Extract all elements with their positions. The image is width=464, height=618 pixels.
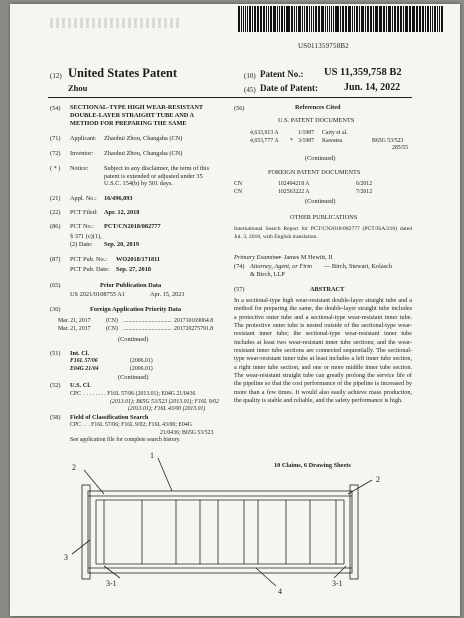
code-notice: ( * ) xyxy=(50,165,61,172)
int-cl-continued: (Continued) xyxy=(118,374,149,381)
us-ref-date-1: 1/1987 xyxy=(298,130,315,136)
priority-dots-1: ................................. xyxy=(124,318,172,324)
foreign-heading: FOREIGN PATENT DOCUMENTS xyxy=(268,169,361,176)
priority-continued: (Continued) xyxy=(118,336,149,343)
int-cl-heading: Int. Cl. xyxy=(70,350,90,357)
int-cl-2: E04G 21/04 xyxy=(70,366,99,372)
prior-pub-heading: Prior Publication Data xyxy=(100,282,162,289)
title-line-1: SECTIONAL-TYPE HIGH WEAR-RESISTANT xyxy=(70,104,204,111)
code-45: (45) xyxy=(244,86,256,94)
us-patents-heading: U.S. PATENT DOCUMENTS xyxy=(278,117,355,124)
pct-no-value: PCT/CN2018/082777 xyxy=(104,223,161,230)
code-51: (51) xyxy=(50,350,61,357)
abstract-text: In a sectional-type high wear-resistant double-layer straight tube and a method for preparing the same, the double-layer straight tube includes a protective outer tube and a sectional-type wear-resistant inner tube. The protective outer tube is nested outside of the sectional-type wear-resistant inner tube; the sectional-type wear-resistant inner tube includes at least two wear-resistant inner tube sections; and the wear-resistant inner tube sections are connected sequentially. The sectional-type wear-resistant inner tube at least includes a left inner tube section, a right inner tube section, and one or more middle inner tube section. The wear-resistant straight tube can greatly prolong the service life of the pipeline so that the cost performance of the pipeline is increased by more than a few times. It would also easily achieve mass production, the quality is stable and reliable, and the safety performance is high. xyxy=(234,297,412,405)
priority-number-2: 201720275791.8 xyxy=(174,326,214,332)
attorney-label: Attorney, Agent, or Firm xyxy=(250,263,312,270)
attorney-line-1: — Birch, Stewart, Kolasch xyxy=(324,263,393,270)
label-3-1-right: 3-1 xyxy=(332,579,343,588)
title-line-3: METHOD FOR PREPARING THE SAME xyxy=(70,120,187,127)
us-cl-heading: U.S. Cl. xyxy=(70,382,91,389)
pct-no-label: PCT No.: xyxy=(70,223,95,230)
us-ref-num-2: 4,653,777 A xyxy=(250,137,279,144)
code-58: (58) xyxy=(50,414,61,421)
inventor-value: Zhaohui Zhou, Changsha (CN) xyxy=(104,150,183,157)
us-ref-class-2: B65G 53/523 xyxy=(372,137,404,144)
code-22: (22) xyxy=(50,209,61,216)
prior-pub-number: US 2021/0108755 A1 xyxy=(70,291,125,298)
us-ref-continued: (Continued) xyxy=(305,155,336,162)
notice-line-3: U.S.C. 154(b) by 501 days. xyxy=(104,180,173,187)
inventor-short: Zhou xyxy=(68,83,88,93)
pct-pub-date-value: Sep. 27, 2018 xyxy=(116,266,151,273)
cpc-line-2: (2013.01); B65G 53/523 (2013.01); F16L 9/02 xyxy=(110,398,219,405)
cpc-line-1: . . . . . . . . F16L 57/06 (2013.01); E04G 21/0436 xyxy=(84,391,196,397)
notice-label: Notice: xyxy=(70,165,89,172)
label-2-right: 2 xyxy=(376,475,380,484)
code-74: (74) xyxy=(234,263,245,270)
int-cl-date-1: (2006.01) xyxy=(130,358,153,364)
applicant-value: Zhaohui Zhou, Changsha (CN) xyxy=(104,135,183,142)
s371-label: § 371 (c)(1), xyxy=(70,233,102,240)
us-ref-class-3: 285/55 xyxy=(392,145,409,151)
field-search-line-1: CPC . . . F16L 57/06; F16L 9/02; F16L 43/00; E04G xyxy=(70,422,192,428)
appl-no-value: 16/496,093 xyxy=(104,195,133,202)
priority-heading: Foreign Application Priority Data xyxy=(90,306,182,313)
inventor-label: Inventor: xyxy=(70,150,94,157)
pct-filed-value: Apr. 12, 2018 xyxy=(104,209,140,216)
code-52: (52) xyxy=(50,382,61,389)
foreign-continued: (Continued) xyxy=(305,198,336,205)
abstract-heading: ABSTRACT xyxy=(310,286,345,293)
cpc-label: CPC xyxy=(70,391,81,397)
appl-no-label: Appl. No.: xyxy=(70,195,97,202)
us-ref-name-1: Carty et al. xyxy=(322,130,348,136)
label-1: 1 xyxy=(150,451,154,460)
field-search-heading: Field of Classification Search xyxy=(70,414,149,421)
code-65: (65) xyxy=(50,282,61,289)
notice-line-1: Subject to any disclaimer, the term of this xyxy=(104,165,210,172)
priority-date-2: Mar. 21, 2017 xyxy=(58,326,91,332)
us-ref-num-1: 4,633,913 A xyxy=(250,130,279,136)
leader-2-right xyxy=(348,480,372,494)
right-flange xyxy=(350,485,358,579)
code-87: (87) xyxy=(50,256,61,263)
priority-dots-2: ................................. xyxy=(124,326,172,332)
prior-pub-date: Apr. 15, 2021 xyxy=(150,291,185,298)
pct-pub-no-value: WO2018/171811 xyxy=(116,256,161,263)
priority-country-1: (CN) xyxy=(106,318,118,324)
other-pubs-heading: OTHER PUBLICATIONS xyxy=(290,214,358,221)
cpc-line-3: (2013.01); F16L 43/00 (2013.01) xyxy=(128,406,206,412)
foreign-date-2: 7/2012 xyxy=(356,188,373,195)
examiner-label: Primary Examiner xyxy=(234,254,282,261)
foreign-country-1: CN xyxy=(234,181,243,187)
code-57: (57) xyxy=(234,286,245,293)
references-heading: References Cited xyxy=(295,104,341,111)
pct-pub-no-label: PCT Pub. No.: xyxy=(70,256,107,263)
other-pubs-text: International Search Report for PCT/CN2018/082777 (PCT/ISA/210) dated Jul. 3, 2018, with English translation. xyxy=(234,226,412,240)
left-flange xyxy=(82,485,90,579)
us-ref-name-2: Kawatsu xyxy=(322,137,343,144)
foreign-date-1: 6/2012 xyxy=(356,181,373,187)
examiner-name: — James M Hewitt, II xyxy=(276,254,333,261)
code-12: (12) xyxy=(50,72,62,80)
us-ref-date-2: 3/1987 xyxy=(298,137,315,144)
inner-tube-sections xyxy=(96,500,344,564)
priority-number-1: 201710169064.8 xyxy=(174,318,214,324)
priority-date-1: Mar. 21, 2017 xyxy=(58,318,91,324)
foreign-country-2: CN xyxy=(234,188,243,195)
pct-filed-label: PCT Filed: xyxy=(70,209,98,216)
date-label: Date of Patent: xyxy=(260,83,318,93)
pct-pub-date-label: PCT Pub. Date: xyxy=(70,266,110,273)
foreign-num-1: 102494218 A xyxy=(278,181,310,187)
label-4: 4 xyxy=(278,587,282,596)
attorney-line-2: & Birch, LLP xyxy=(250,271,285,278)
notice-line-2: patent is extended or adjusted under 35 xyxy=(104,172,203,180)
us-ref-mark-2: * xyxy=(290,137,293,144)
label-3: 3 xyxy=(64,553,68,562)
field-search-line-2: 21/0436; B65G 53/523 xyxy=(160,429,214,436)
code-21: (21) xyxy=(50,195,61,202)
barcode-number: US011359758B2 xyxy=(298,42,349,50)
code-54: (54) xyxy=(50,105,61,112)
patent-date: Jun. 14, 2022 xyxy=(344,82,401,93)
leader-2-left xyxy=(84,470,104,494)
code-56: (56) xyxy=(234,105,245,112)
s371-date-value: Sep. 20, 2019 xyxy=(104,241,139,248)
leader-1 xyxy=(158,458,172,491)
patent-number: US 11,359,758 B2 xyxy=(324,67,402,78)
foreign-num-2: 102563222 A xyxy=(278,188,310,195)
priority-country-2: (CN) xyxy=(106,326,118,332)
field-search-note: See application file for complete search history. xyxy=(70,437,181,443)
claims-line: 10 Claims, 6 Drawing Sheets xyxy=(274,462,351,469)
patent-no-label: Patent No.: xyxy=(260,69,304,79)
label-2-left: 2 xyxy=(72,463,76,472)
code-86: (86) xyxy=(50,223,61,230)
label-3-1-left: 3-1 xyxy=(106,579,117,588)
applicant-label: Applicant: xyxy=(70,135,97,142)
code-72: (72) xyxy=(50,150,61,157)
leader-3 xyxy=(72,540,90,554)
patent-title: United States Patent xyxy=(68,66,178,80)
code-30: (30) xyxy=(50,306,61,313)
code-71: (71) xyxy=(50,135,61,142)
leader-4 xyxy=(256,568,276,586)
int-cl-date-2: (2006.01) xyxy=(130,366,153,372)
outer-tube xyxy=(88,491,352,573)
s371-date-label: (2) Date: xyxy=(70,241,93,248)
code-10: (10) xyxy=(244,72,256,80)
title-line-2: DOUBLE-LAYER STRAIGHT TUBE AND A xyxy=(70,112,195,119)
int-cl-1: F16L 57/06 xyxy=(70,358,98,364)
